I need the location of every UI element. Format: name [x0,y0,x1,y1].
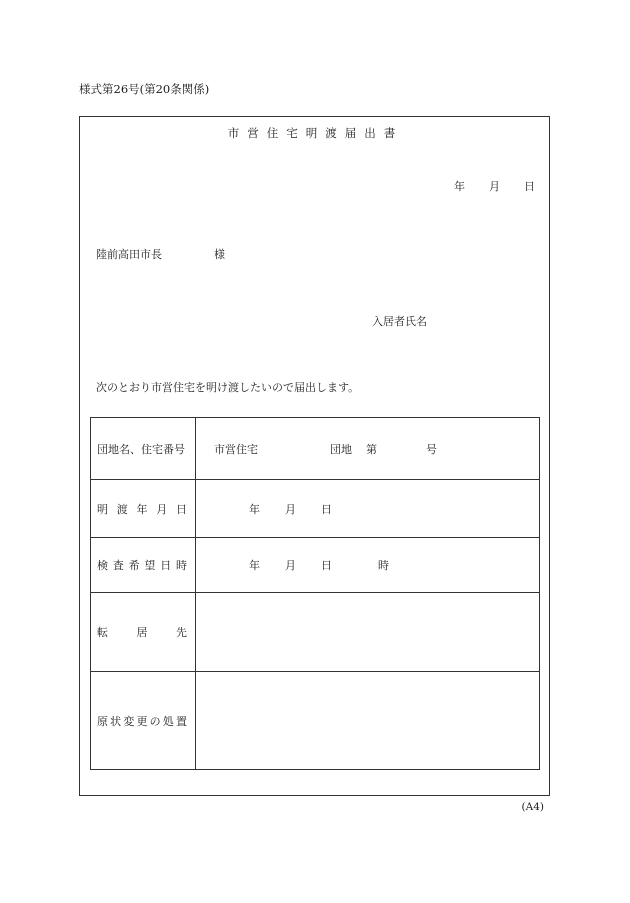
value-complex-number[interactable] [196,418,540,480]
value-text: 日 [321,502,332,516]
label-char: 希 [128,559,140,572]
value-vacate-date[interactable] [196,480,540,538]
label-char: 時 [175,559,187,572]
value-text: 年 [249,559,260,572]
label-inspection-datetime [91,538,196,593]
label-vacate-date [91,480,196,538]
label-complex-number [91,418,196,480]
label-char: 更 [136,714,148,728]
label-char: 日 [176,502,187,516]
value-text: 号 [426,442,437,456]
label-char: 検 [97,559,108,572]
table-row-inspection [91,538,540,593]
date-month-label: 月 [489,180,500,193]
value-text: 市営住宅 [214,442,258,456]
date-day-label: 日 [524,180,535,193]
value-text: 月 [285,502,296,516]
label-char: 状 [110,714,122,728]
detail-table [90,417,540,770]
table-row-new-address [91,593,540,672]
value-text: 日 [321,559,332,572]
table-row-complex [91,418,540,480]
label-char: 査 [112,559,124,572]
label-char: 渡 [116,502,128,516]
form-number: 様式第26号(第20条関係) [79,82,210,96]
value-new-address[interactable] [196,593,540,672]
value-text: 月 [285,559,296,572]
value-inspection-datetime[interactable] [196,538,540,593]
label-text: 団地名、住宅番号 [97,442,185,456]
addressee [96,246,225,262]
value-text: 第 [366,442,377,456]
label-char: 日 [160,559,172,572]
statement-text: 次のとおり市営住宅を明け渡したいので届出します。 [96,381,360,394]
label-char: の [149,714,161,728]
label-char: 置 [175,714,187,728]
label-char: 明 [97,502,108,516]
label-new-address [91,593,196,672]
form-title: 市営住宅明渡届出書 [227,126,404,140]
addressee-honorific: 様 [214,248,225,261]
paper-size-label: (A4) [521,801,544,813]
date-year-label: 年 [454,180,465,193]
value-text: 年 [249,502,260,516]
table-row-vacate-date [91,480,540,538]
label-char: 変 [123,714,135,728]
label-char: 年 [136,502,148,516]
value-restoration[interactable] [196,672,540,770]
label-char: 望 [144,559,156,572]
label-char: 原 [97,714,108,728]
label-restoration [91,672,196,770]
resident-name-label: 入居者氏名 [372,315,427,328]
label-char: 先 [176,626,187,639]
label-char: 月 [156,502,168,516]
label-char: 居 [136,626,148,639]
form-frame [79,116,550,796]
addressee-name: 陸前高田市長 [96,248,162,261]
label-char: 転 [97,626,108,639]
value-text: 団地 [330,442,352,456]
label-char: 処 [162,714,174,728]
table-row-restoration [91,672,540,770]
value-text: 時 [378,559,389,572]
